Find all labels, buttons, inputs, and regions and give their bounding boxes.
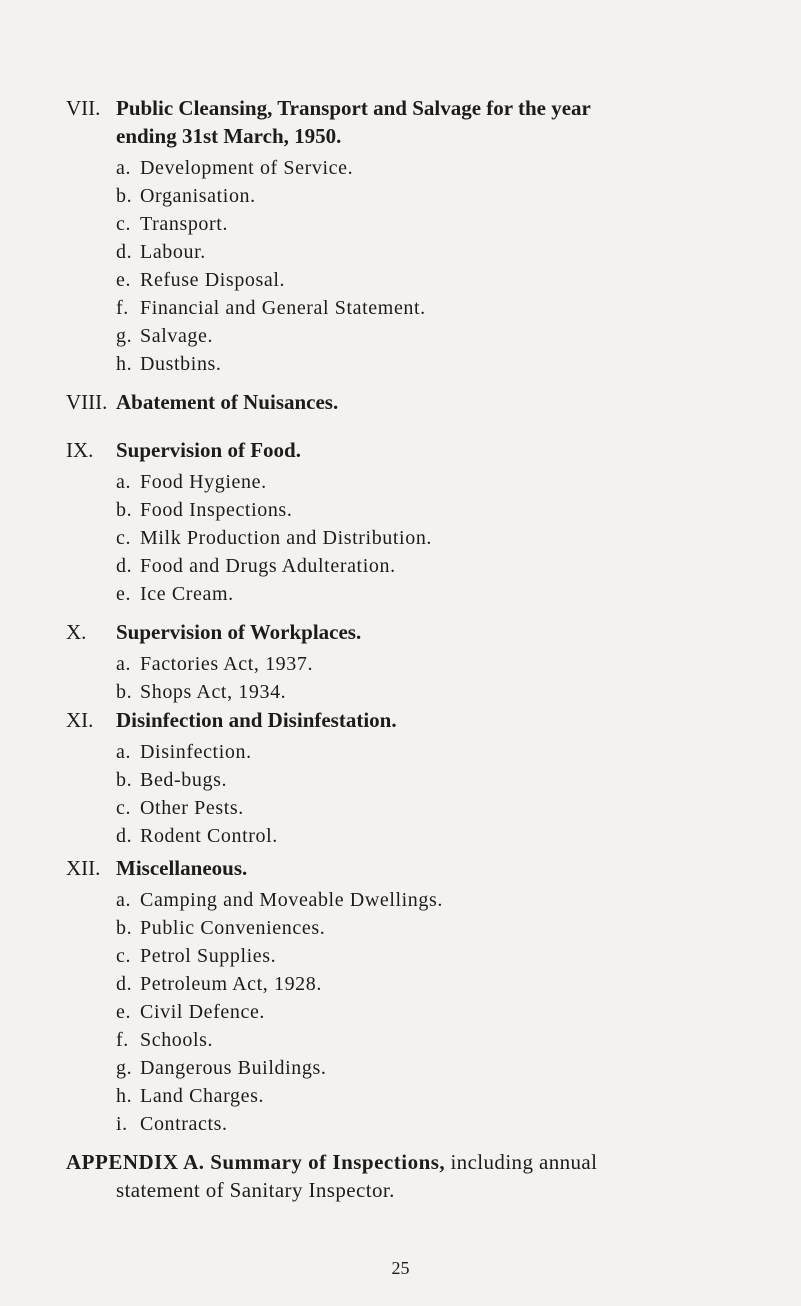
- section-heading: [66, 854, 766, 882]
- list-item: g. Salvage.: [116, 325, 214, 347]
- section-viii: [66, 388, 766, 416]
- section-title: Disinfection and Disinfestation.: [116, 708, 397, 732]
- list-item: c. Other Pests.: [116, 797, 244, 819]
- section-vii: [66, 94, 766, 378]
- section-numeral: X.: [66, 620, 87, 644]
- appendix-title: APPENDIX A. Summary of Inspections,: [66, 1150, 446, 1174]
- page-number: 25: [391, 1258, 410, 1278]
- section-ix: [66, 436, 766, 608]
- section-xi: [66, 706, 766, 850]
- item-list: [66, 154, 766, 378]
- list-item: i. Contracts.: [116, 1113, 228, 1135]
- list-item: b. Food Inspections.: [116, 499, 293, 521]
- list-item: f. Financial and General Statement.: [116, 297, 426, 319]
- list-item: b. Shops Act, 1934.: [116, 681, 287, 703]
- list-item: e. Ice Cream.: [116, 583, 234, 605]
- list-item: d. Food and Drugs Adulteration.: [116, 555, 396, 577]
- section-heading: [66, 94, 766, 122]
- item-list: [66, 468, 766, 608]
- list-item: b. Bed-bugs.: [116, 769, 228, 791]
- list-item: a. Development of Service.: [116, 157, 354, 179]
- section-title: Supervision of Workplaces.: [116, 620, 362, 644]
- list-item: g. Dangerous Buildings.: [116, 1057, 327, 1079]
- list-item: d. Labour.: [116, 241, 206, 263]
- section-title-continued: ending 31st March, 1950.: [116, 124, 342, 148]
- list-item: h. Land Charges.: [116, 1085, 265, 1107]
- section-title: Supervision of Food.: [116, 438, 301, 462]
- list-item: e. Refuse Disposal.: [116, 269, 286, 291]
- list-item: h. Dustbins.: [116, 353, 222, 375]
- appendix-description-continued: statement of Sanitary Inspector.: [116, 1178, 395, 1202]
- list-item: a. Disinfection.: [116, 741, 252, 763]
- section-x: [66, 618, 766, 706]
- item-list: [66, 886, 766, 1138]
- section-heading: [66, 436, 766, 464]
- section-xii: [66, 854, 766, 1138]
- section-numeral: VII.: [66, 96, 101, 120]
- list-item: a. Food Hygiene.: [116, 471, 267, 493]
- section-title: Miscellaneous.: [116, 856, 248, 880]
- list-item: f. Schools.: [116, 1029, 214, 1051]
- list-item: a. Factories Act, 1937.: [116, 653, 314, 675]
- list-item: b. Public Conveniences.: [116, 917, 326, 939]
- appendix-description: including annual: [450, 1150, 598, 1174]
- section-title: Abatement of Nuisances.: [116, 390, 339, 414]
- list-item: b. Organisation.: [116, 185, 256, 207]
- section-numeral: XII.: [66, 856, 101, 880]
- list-item: c. Transport.: [116, 213, 229, 235]
- list-item: c. Milk Production and Distribution.: [116, 527, 433, 549]
- list-item: e. Civil Defence.: [116, 1001, 266, 1023]
- section-heading: [66, 388, 766, 416]
- section-numeral: VIII.: [66, 390, 108, 414]
- list-item: d. Petroleum Act, 1928.: [116, 973, 322, 995]
- appendix-a: [66, 1148, 786, 1204]
- section-heading: [66, 706, 766, 734]
- item-list: [66, 738, 766, 850]
- section-title: Public Cleansing, Transport and Salvage for the year: [116, 96, 591, 120]
- section-numeral: XI.: [66, 708, 94, 732]
- item-list: [66, 650, 766, 706]
- list-item: a. Camping and Moveable Dwellings.: [116, 889, 443, 911]
- section-numeral: IX.: [66, 438, 94, 462]
- list-item: c. Petrol Supplies.: [116, 945, 277, 967]
- section-heading: [66, 618, 766, 646]
- list-item: d. Rodent Control.: [116, 825, 278, 847]
